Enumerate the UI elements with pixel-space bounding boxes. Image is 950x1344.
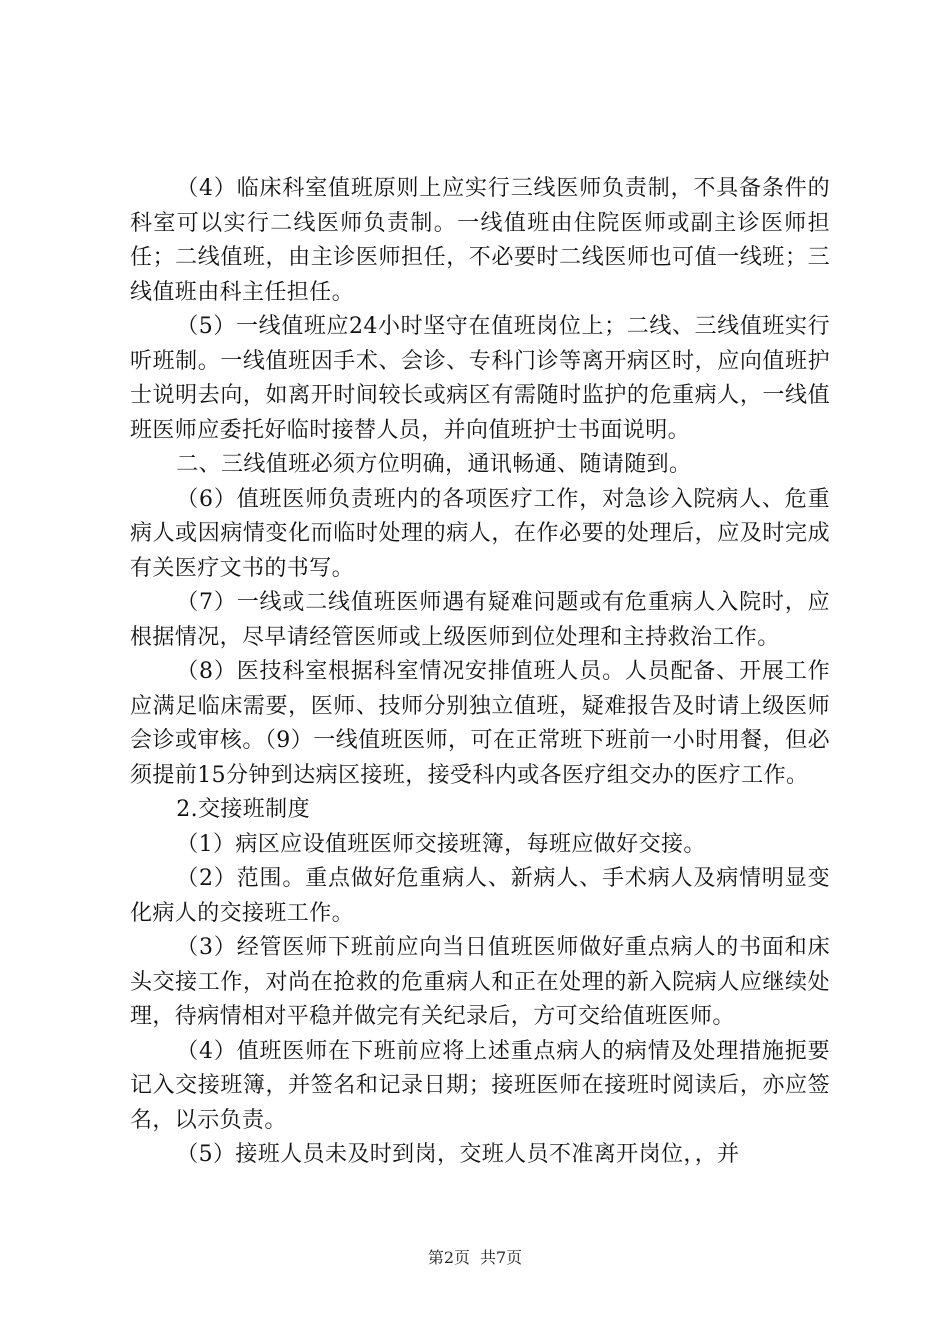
paragraph-handover-1: （1）病区应设值班医师交接班簿，每班应做好交接。: [176, 831, 706, 857]
page-number: 第2页: [427, 1248, 470, 1267]
paragraph-handover-4: （4）值班医师在下班前应将上述重点病人的病情及处理措施扼要记入交接班簿，并签名和记录日期；接班医师在接班时阅读后，亦应签名，以示负责。: [130, 1038, 830, 1133]
paragraph-duty-6: （6）值班医师负责班内的各项医疗工作，对急诊入院病人、危重病人或因病情变化而临时处理的病人，在作必要的处理后，应及时完成有关医疗文书的书写。: [130, 486, 830, 581]
paragraph-duty-4: （4）临床科室值班原则上应实行三线医师负责制，不具备条件的科室可以实行二线医师负责制。一线值班由住院医师或副主诊医师担任；二线值班，由主诊医师担任，不必要时二线医师也可值一线班；三线值班由科主任担任。: [130, 176, 830, 305]
paragraph-line-requirement: 二、三线值班必须方位明确，通讯畅通、随请随到。: [176, 452, 692, 477]
paragraph-handover-3: （3）经管医师下班前应向当日值班医师做好重点病人的书面和床头交接工作，对尚在抢救的危重病人和正在处理的新入院病人应继续处理，待病情相对平稳并做完有关纪录后，方可交给值班医师。: [130, 935, 830, 1029]
paragraph-duty-5: （5）一线值班应24小时坚守在值班岗位上；二线、三线值班实行听班制。一线值班因手术、会诊、专科门诊等离开病区时，应向值班护士说明去向，如离开时间较长或病区有需随时监护的危重病人，一线值班医师应委托好临时接替人员，并向值班护士书面说明。: [130, 314, 830, 443]
paragraph-duty-7: （7）一线或二线值班医师遇有疑难问题或有危重病人入院时，应根据情况，尽早请经管医师或上级医师到位处理和主持救治工作。: [130, 590, 830, 650]
paragraph-duty-8-9: （8）医技科室根据科室情况安排值班人员。人员配备、开展工作应满足临床需要，医师、技师分别独立值班，疑难报告及时请上级医师会诊或审核。（9）一线值班医师，可在正常班下班前一小时用餐，但必须提前15分钟到达病区接班，接受科内或各医疗组交办的医疗工作。: [130, 659, 830, 788]
paragraph-handover-2: （2）范围。重点做好危重病人、新病人、手术病人及病情明显变化病人的交接班工作。: [130, 866, 830, 926]
section-heading-handover: 2.交接班制度: [176, 797, 310, 822]
document-body: [130, 172, 830, 1173]
paragraph-handover-5: （5）接班人员未及时到岗，交班人员不准离开岗位，，并: [176, 1142, 740, 1167]
page-footer: [0, 1248, 950, 1268]
page-total: 共7页: [480, 1248, 523, 1267]
